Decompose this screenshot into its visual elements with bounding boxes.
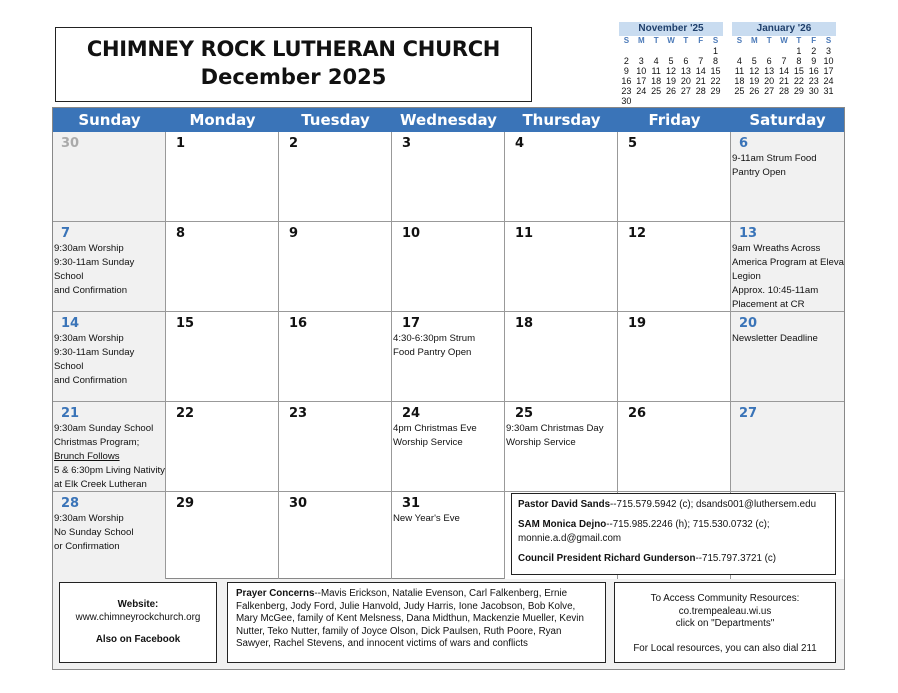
mini-day: 19 bbox=[749, 76, 760, 86]
day-number: 18 bbox=[515, 316, 534, 331]
resources-line3: click on "Departments" bbox=[675, 618, 775, 629]
mini-day: 21 bbox=[778, 76, 789, 86]
mini-dow: M bbox=[637, 36, 645, 45]
mini-dow: T bbox=[653, 36, 659, 45]
day-cell[interactable] bbox=[166, 402, 279, 492]
event-line: or Confirmation bbox=[54, 541, 120, 552]
weekday-1: Monday bbox=[189, 111, 256, 129]
weekday-3: Wednesday bbox=[400, 111, 497, 129]
event-line: 9:30am Worship bbox=[54, 513, 124, 524]
mini-day: 20 bbox=[680, 76, 691, 86]
prayer-text: --Mavis Erickson, Natalie Evenson, Carl Falkenberg, Ernie Falkenberg, Jody Ford, Julie Hanvold, Judy Harris, Ione Jacobson, Bob Kolve, Mary McGee, family of Kent Melsness, Dana Midthun, Mackenzie Mueller, Kevin Nutter, Teko Nutter, family of Joyce Olson, Dick Paulsen, Ruth Poore, Ryan Sawyer, Rachel Stevens, and innocent victims of wars and conflicts bbox=[236, 588, 584, 649]
day-number: 10 bbox=[402, 226, 421, 241]
day-events bbox=[506, 422, 617, 450]
mini-day: 30 bbox=[621, 96, 632, 106]
mini-day: 28 bbox=[695, 86, 706, 96]
day-cell[interactable] bbox=[166, 222, 279, 312]
mini-day: 5 bbox=[668, 56, 674, 66]
event-line: and Confirmation bbox=[54, 375, 128, 386]
mini-day: 6 bbox=[683, 56, 689, 66]
mini-day: 13 bbox=[680, 66, 691, 76]
church-name: CHIMNEY ROCK LUTHERAN CHURCH bbox=[86, 37, 501, 61]
day-cell[interactable] bbox=[279, 222, 392, 312]
day-events bbox=[732, 332, 844, 346]
day-cell[interactable] bbox=[505, 132, 618, 222]
event-line: No Sunday School bbox=[54, 527, 134, 538]
day-cell[interactable] bbox=[53, 312, 166, 402]
mini-day: 1 bbox=[796, 46, 802, 56]
event-line: Legion bbox=[732, 271, 761, 282]
mini-day: 3 bbox=[638, 56, 644, 66]
mini-day bbox=[664, 46, 679, 56]
day-number: 7 bbox=[61, 226, 71, 241]
mini-day: 7 bbox=[698, 56, 704, 66]
event-line: Approx. 10:45-11am bbox=[732, 285, 819, 296]
day-cell[interactable] bbox=[279, 402, 392, 492]
event-line: New Year's Eve bbox=[393, 513, 460, 524]
mini-day: 8 bbox=[796, 56, 802, 66]
mini-day: 12 bbox=[749, 66, 760, 76]
mini-day: 13 bbox=[764, 66, 775, 76]
day-cell[interactable] bbox=[731, 132, 844, 222]
weekday-2: Tuesday bbox=[301, 111, 370, 129]
day-events bbox=[393, 512, 504, 526]
day-cell[interactable] bbox=[166, 492, 279, 582]
day-number: 25 bbox=[515, 406, 534, 421]
day-events bbox=[54, 422, 165, 492]
month-title: December 2025 bbox=[200, 65, 387, 89]
day-cell[interactable] bbox=[731, 222, 844, 312]
day-number: 3 bbox=[402, 136, 412, 151]
day-events bbox=[732, 152, 844, 180]
mini-day bbox=[649, 46, 664, 56]
day-number: 20 bbox=[739, 316, 758, 331]
prayer-concerns-box bbox=[227, 582, 606, 663]
mini-day: 26 bbox=[665, 86, 676, 96]
event-line bbox=[54, 388, 165, 402]
mini-day bbox=[649, 96, 664, 106]
day-number: 30 bbox=[289, 496, 308, 511]
mini-day: 5 bbox=[751, 56, 757, 66]
day-cell[interactable] bbox=[392, 132, 505, 222]
day-number: 2 bbox=[289, 136, 299, 151]
mini-dow: T bbox=[683, 36, 689, 45]
mini-dow: S bbox=[712, 36, 719, 45]
mini-day bbox=[619, 46, 634, 56]
mini-day bbox=[747, 46, 762, 56]
day-number: 14 bbox=[61, 316, 80, 331]
day-number: 12 bbox=[628, 226, 647, 241]
mini-day: 26 bbox=[749, 86, 760, 96]
website-box bbox=[59, 582, 217, 663]
website-label: Website: bbox=[117, 599, 159, 610]
mini-calendar-prev bbox=[619, 22, 723, 106]
council-name: Council President Richard Gunderson bbox=[518, 553, 696, 564]
mini-day: 18 bbox=[734, 76, 745, 86]
mini-day: 27 bbox=[680, 86, 691, 96]
sam-name: SAM Monica Dejno bbox=[518, 519, 607, 530]
day-cell[interactable] bbox=[392, 222, 505, 312]
mini-dow: W bbox=[780, 36, 788, 45]
mini-dow: F bbox=[698, 36, 704, 45]
weekday-6: Saturday bbox=[749, 111, 826, 129]
event-line: Food Pantry Open bbox=[393, 347, 472, 358]
day-cell[interactable] bbox=[53, 402, 166, 492]
day-number: 8 bbox=[176, 226, 186, 241]
event-line: 9:30-11am Sunday School bbox=[54, 257, 135, 282]
day-cell[interactable] bbox=[53, 132, 166, 222]
event-line: 9:30am Worship bbox=[54, 333, 124, 344]
mini-day: 2 bbox=[811, 46, 817, 56]
event-line: 9:30am Worship bbox=[54, 243, 124, 254]
day-number: 28 bbox=[61, 496, 80, 511]
sam-info: --715.985.2246 (h); 715.530.0732 (c); bbox=[606, 519, 770, 530]
event-line: America Program at Eleva bbox=[732, 257, 844, 268]
event-line: Placement at CR bbox=[732, 299, 805, 310]
mini-day: 4 bbox=[736, 56, 742, 66]
mini-day: 16 bbox=[808, 66, 819, 76]
mini-day: 19 bbox=[665, 76, 676, 86]
event-line: Brunch Follows bbox=[54, 451, 120, 462]
event-line: Worship Service bbox=[506, 437, 576, 448]
event-line: 9:30am Christmas Day bbox=[506, 423, 604, 434]
mini-day: 29 bbox=[793, 86, 804, 96]
mini-dow: S bbox=[825, 36, 832, 45]
event-line: 4pm Christmas Eve bbox=[393, 423, 477, 434]
mini-dow: W bbox=[667, 36, 675, 45]
day-number: 29 bbox=[176, 496, 195, 511]
day-events bbox=[732, 242, 844, 312]
day-number: 17 bbox=[402, 316, 421, 331]
mini-day: 24 bbox=[823, 76, 834, 86]
mini-day: 11 bbox=[734, 66, 745, 76]
day-number: 30 bbox=[61, 136, 80, 151]
mini-day bbox=[777, 46, 792, 56]
mini-day: 2 bbox=[623, 56, 629, 66]
mini-day: 22 bbox=[793, 76, 804, 86]
day-number: 13 bbox=[739, 226, 758, 241]
day-cell[interactable] bbox=[53, 492, 166, 582]
event-line: Worship Service bbox=[393, 437, 463, 448]
day-events bbox=[393, 422, 504, 450]
day-cell[interactable] bbox=[505, 312, 618, 402]
day-cell[interactable] bbox=[279, 312, 392, 402]
weekday-0: Sunday bbox=[78, 111, 141, 129]
event-line: Pantry Open bbox=[732, 167, 786, 178]
day-cell[interactable] bbox=[392, 492, 505, 582]
mini-day: 22 bbox=[710, 76, 721, 86]
facebook-note: Also on Facebook bbox=[95, 634, 181, 645]
event-line: 9:30am Sunday School bbox=[54, 423, 154, 434]
mini-day bbox=[693, 96, 708, 106]
event-line: 9:30-11am Sunday School bbox=[54, 347, 135, 372]
day-cell[interactable] bbox=[53, 222, 166, 312]
day-cell[interactable] bbox=[279, 492, 392, 582]
event-line: at Elk Creek Lutheran bbox=[54, 479, 147, 490]
council-info: --715.797.3721 (c) bbox=[695, 553, 777, 564]
mini-day bbox=[634, 46, 649, 56]
mini-dow: T bbox=[796, 36, 802, 45]
mini-day: 23 bbox=[621, 86, 632, 96]
pastor-info: --715.579.5942 (c); dsands001@luthersem.edu bbox=[610, 499, 817, 510]
resources-box bbox=[614, 582, 836, 663]
day-number: 31 bbox=[402, 496, 421, 511]
day-number: 4 bbox=[515, 136, 525, 151]
day-cell[interactable] bbox=[731, 312, 844, 402]
mini-day: 18 bbox=[651, 76, 662, 86]
mini-day: 15 bbox=[793, 66, 804, 76]
resources-line1: To Access Community Resources: bbox=[650, 593, 800, 604]
mini-day: 7 bbox=[781, 56, 787, 66]
mini-day: 16 bbox=[621, 76, 632, 86]
prayer-label: Prayer Concerns bbox=[236, 588, 315, 599]
day-number: 22 bbox=[176, 406, 195, 421]
day-number: 5 bbox=[628, 136, 638, 151]
mini-dow: M bbox=[750, 36, 758, 45]
day-number: 23 bbox=[289, 406, 308, 421]
day-events bbox=[54, 242, 165, 298]
mini-day: 9 bbox=[623, 66, 629, 76]
day-number: 16 bbox=[289, 316, 308, 331]
mini-dow: T bbox=[766, 36, 772, 45]
weekday-5: Friday bbox=[648, 111, 701, 129]
mini-calendar-title: January '26 bbox=[732, 22, 836, 36]
mini-day: 14 bbox=[778, 66, 789, 76]
contact-box bbox=[511, 493, 836, 575]
event-line: and Confirmation bbox=[54, 285, 128, 296]
day-number: 9 bbox=[289, 226, 299, 241]
day-cell[interactable] bbox=[618, 402, 731, 492]
day-cell[interactable] bbox=[618, 222, 731, 312]
mini-day: 14 bbox=[695, 66, 706, 76]
event-line: 9-11am Strum Food bbox=[732, 153, 817, 164]
pastor-name: Pastor David Sands bbox=[518, 499, 611, 510]
mini-day: 31 bbox=[823, 86, 834, 96]
mini-day bbox=[708, 96, 723, 106]
mini-day: 29 bbox=[710, 86, 721, 96]
mini-day: 24 bbox=[636, 86, 647, 96]
day-number: 27 bbox=[739, 406, 758, 421]
mini-day: 11 bbox=[651, 66, 661, 76]
mini-day bbox=[678, 96, 693, 106]
day-cell[interactable] bbox=[392, 312, 505, 402]
sam-email: monnie.a.d@gmail.com bbox=[518, 533, 622, 544]
day-cell[interactable] bbox=[618, 132, 731, 222]
day-events bbox=[393, 332, 504, 360]
event-line: Newsletter Deadline bbox=[732, 333, 818, 344]
day-cell[interactable] bbox=[618, 312, 731, 402]
event-line: Christmas Program; bbox=[54, 437, 140, 448]
mini-day: 10 bbox=[823, 56, 834, 66]
mini-day: 1 bbox=[713, 46, 719, 56]
resources-line4: For Local resources, you can also dial 211 bbox=[633, 642, 817, 654]
resources-line2[interactable]: co.trempealeau.wi.us bbox=[678, 605, 772, 617]
day-number: 11 bbox=[515, 226, 534, 241]
mini-day: 21 bbox=[695, 76, 706, 86]
mini-dow: S bbox=[623, 36, 630, 45]
mini-day: 15 bbox=[710, 66, 721, 76]
mini-day: 10 bbox=[636, 66, 647, 76]
day-events bbox=[54, 332, 165, 402]
mini-day bbox=[732, 46, 747, 56]
event-line: 9am Wreaths Across bbox=[732, 243, 821, 254]
day-cell[interactable] bbox=[166, 132, 279, 222]
mini-calendar-next bbox=[732, 22, 836, 96]
mini-day: 25 bbox=[734, 86, 745, 96]
mini-day: 4 bbox=[653, 56, 659, 66]
day-number: 15 bbox=[176, 316, 195, 331]
day-cell[interactable] bbox=[166, 312, 279, 402]
day-number: 26 bbox=[628, 406, 647, 421]
website-url[interactable]: www.chimneyrockchurch.org bbox=[75, 611, 201, 623]
mini-day bbox=[678, 46, 693, 56]
weekday-4: Thursday bbox=[522, 111, 601, 129]
event-line: 4:30-6:30pm Strum bbox=[393, 333, 476, 344]
mini-dow: F bbox=[811, 36, 817, 45]
mini-day: 17 bbox=[636, 76, 647, 86]
mini-day: 9 bbox=[811, 56, 817, 66]
day-cell[interactable] bbox=[505, 222, 618, 312]
event-line: 5 & 6:30pm Living Nativity bbox=[54, 465, 165, 476]
mini-day: 17 bbox=[823, 66, 834, 76]
mini-dow: S bbox=[736, 36, 743, 45]
mini-day bbox=[664, 96, 679, 106]
day-cell[interactable] bbox=[279, 132, 392, 222]
mini-day: 23 bbox=[808, 76, 819, 86]
mini-day bbox=[634, 96, 649, 106]
day-number: 19 bbox=[628, 316, 647, 331]
mini-day: 3 bbox=[826, 46, 832, 56]
mini-day: 30 bbox=[808, 86, 819, 96]
mini-day: 28 bbox=[778, 86, 789, 96]
day-number: 6 bbox=[739, 136, 749, 151]
mini-calendar-title: November '25 bbox=[619, 22, 723, 36]
weekday-header bbox=[53, 108, 844, 132]
day-number: 1 bbox=[176, 136, 186, 151]
day-number: 24 bbox=[402, 406, 421, 421]
day-number: 21 bbox=[61, 406, 80, 421]
day-events bbox=[54, 512, 165, 554]
day-cell[interactable] bbox=[731, 402, 844, 492]
day-cell[interactable] bbox=[505, 402, 618, 492]
mini-day bbox=[762, 46, 777, 56]
mini-day: 8 bbox=[713, 56, 719, 66]
mini-day: 20 bbox=[764, 76, 775, 86]
mini-day: 12 bbox=[665, 66, 676, 76]
day-cell[interactable] bbox=[392, 402, 505, 492]
title-box bbox=[55, 27, 532, 102]
mini-day: 6 bbox=[766, 56, 772, 66]
mini-day bbox=[693, 46, 708, 56]
mini-day: 27 bbox=[764, 86, 775, 96]
mini-day: 25 bbox=[651, 86, 662, 96]
